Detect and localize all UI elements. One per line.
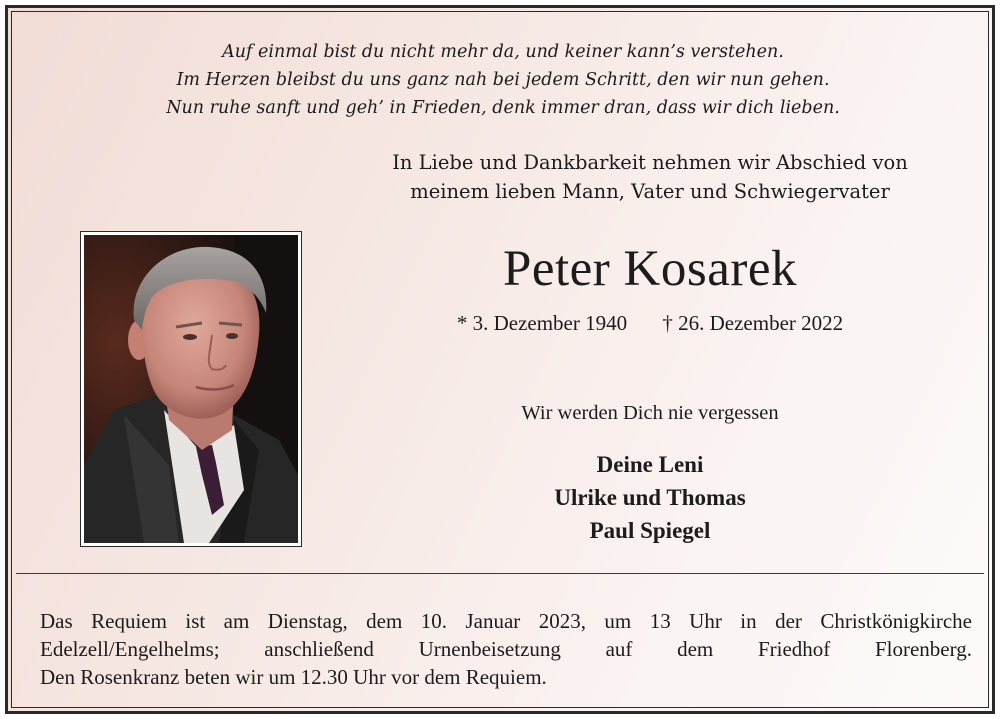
deceased-name: Peter Kosarek — [503, 241, 797, 297]
life-dates — [308, 308, 992, 338]
service-notice — [40, 607, 972, 691]
mourners — [308, 448, 992, 547]
notice-line: Den Rosenkranz beten wir um 12.30 Uhr vor dem Requiem. — [40, 665, 547, 689]
notice-line: Edelzell/Engelhelms; anschließend Urnenbeisetzung auf dem Friedhof Florenberg. — [40, 637, 972, 661]
motto: Wir werden Dich nie vergessen — [521, 402, 779, 424]
mourner-name: Deine Leni — [596, 452, 704, 477]
obituary-card — [5, 5, 995, 714]
poem-line: Auf einmal bist du nicht mehr da, und keiner kann’s verstehen. — [222, 42, 784, 62]
intro-line: meinem lieben Mann, Vater und Schwiegervater — [410, 180, 890, 203]
poem-line: Im Herzen bleibst du uns ganz nah bei jedem Schritt, den wir nun gehen. — [176, 70, 830, 90]
poem-line: Nun ruhe sanft und geh’ in Frieden, denk immer dran, dass wir dich lieben. — [166, 98, 840, 118]
farewell-intro — [308, 148, 992, 206]
mourner-name: Paul Spiegel — [589, 518, 711, 543]
poem — [8, 38, 998, 122]
divider — [16, 573, 984, 574]
notice-line: Das Requiem ist am Dienstag, dem 10. Januar 2023, um 13 Uhr in der Christkönigkirche — [40, 609, 972, 633]
portrait-frame — [80, 231, 302, 547]
intro-line: In Liebe und Dankbarkeit nehmen wir Abschied von — [392, 151, 908, 174]
birth-date: * 3. Dezember 1940 — [456, 311, 628, 335]
mourner-name: Ulrike und Thomas — [554, 485, 746, 510]
death-date: † 26. Dezember 2022 — [662, 311, 844, 335]
portrait-photo — [84, 235, 298, 543]
